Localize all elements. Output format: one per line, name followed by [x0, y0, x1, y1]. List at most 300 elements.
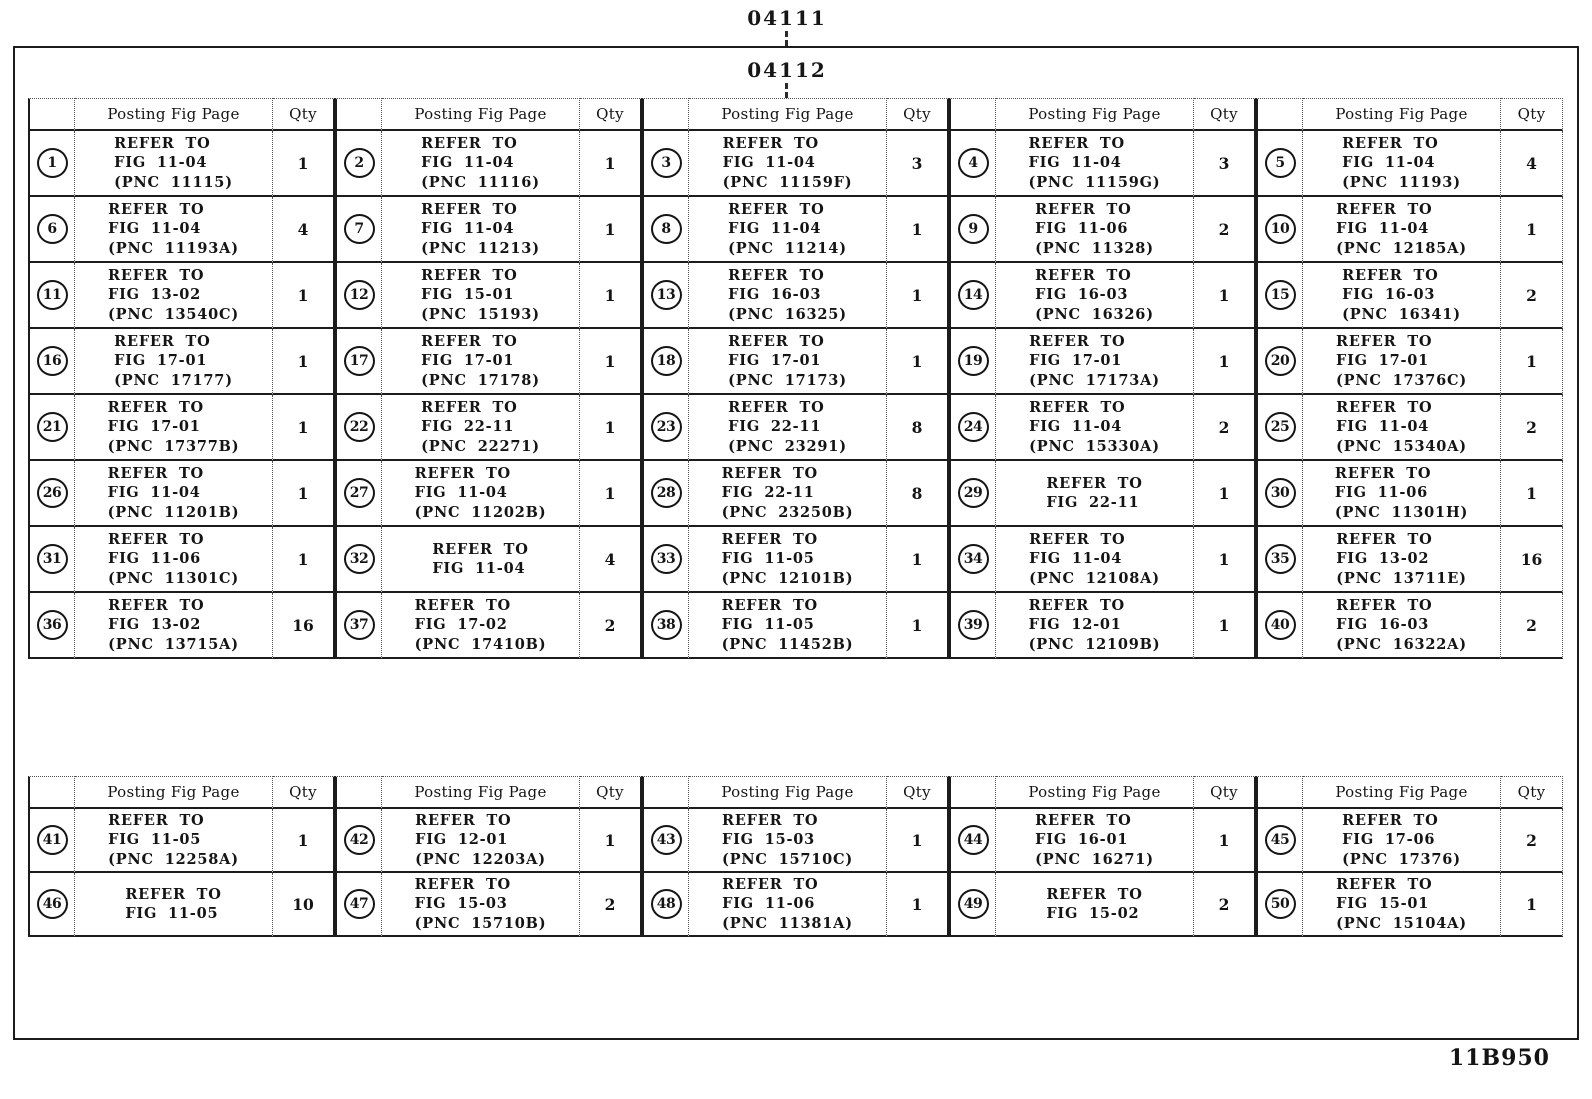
posting-fig-text — [1029, 134, 1161, 193]
item-number-cell — [335, 593, 382, 659]
refer-to-label: REFER TO — [728, 332, 825, 350]
item-number-badge: 23 — [651, 412, 682, 442]
col-header-qty: Qty — [887, 776, 949, 809]
refer-to-label: REFER TO — [721, 464, 818, 482]
item-number-cell — [335, 263, 382, 329]
qty-cell — [273, 461, 335, 527]
qty-value: 2 — [1526, 285, 1537, 305]
pnc-reference: (PNC 15104A) — [1336, 914, 1467, 932]
pnc-reference: (PNC 11116) — [421, 173, 540, 191]
posting-fig-text — [1046, 885, 1142, 924]
refer-to-label: REFER TO — [1335, 332, 1433, 350]
pnc-reference: (PNC 12101B) — [721, 569, 854, 587]
header-spacer-cell — [28, 776, 75, 809]
posting-fig-cell — [75, 593, 273, 659]
item-number-cell — [949, 593, 996, 659]
header-spacer-cell — [949, 776, 996, 809]
item-number-cell — [949, 197, 996, 263]
fig-reference: FIG 11-04 — [421, 154, 515, 172]
qty-value: 1 — [1218, 483, 1230, 503]
fig-reference: FIG 17-01 — [1335, 352, 1430, 370]
qty-cell — [887, 395, 949, 461]
item-number-badge: 19 — [958, 346, 989, 376]
qty-value: 1 — [297, 830, 309, 850]
item-number-cell — [335, 329, 382, 395]
item-number-cell — [28, 873, 75, 937]
qty-cell — [887, 197, 949, 263]
posting-fig-cell — [689, 527, 887, 593]
outer-code-pointer-line — [785, 31, 788, 46]
pnc-reference: (PNC 13540C) — [107, 305, 240, 323]
fig-reference: FIG 13-02 — [1336, 550, 1430, 568]
col-header-posting-fig-page: Posting Fig Page — [75, 98, 273, 131]
qty-cell — [580, 329, 642, 395]
qty-value: 1 — [911, 830, 923, 850]
posting-fig-cell — [382, 809, 580, 873]
qty-cell — [1194, 329, 1256, 395]
pnc-reference: (PNC 17376) — [1342, 850, 1461, 868]
pnc-reference: (PNC 11201B) — [107, 503, 240, 521]
qty-value: 1 — [297, 351, 309, 371]
refer-to-label: REFER TO — [421, 266, 518, 284]
item-number-badge: 13 — [651, 280, 682, 310]
qty-value: 3 — [911, 153, 923, 173]
qty-cell — [580, 593, 642, 659]
fig-reference: FIG 17-01 — [1029, 352, 1123, 370]
posting-fig-text — [728, 398, 847, 457]
fig-reference: FIG 17-06 — [1342, 831, 1436, 849]
posting-fig-text — [1342, 134, 1461, 193]
item-number-cell — [28, 197, 75, 263]
col-header-qty: Qty — [273, 98, 335, 131]
posting-fig-text — [1342, 266, 1461, 325]
col-header-posting-fig-page: Posting Fig Page — [996, 776, 1194, 809]
fig-reference: FIG 11-04 — [432, 560, 526, 577]
item-number-badge: 15 — [1265, 280, 1296, 310]
refer-to-label: REFER TO — [421, 200, 518, 218]
pnc-reference: (PNC 15710B) — [414, 914, 547, 932]
item-number-cell — [642, 527, 689, 593]
pnc-reference: (PNC 11301H) — [1334, 503, 1469, 521]
qty-value: 1 — [604, 417, 616, 437]
qty-value: 2 — [604, 615, 616, 635]
refer-to-label: REFER TO — [1035, 266, 1132, 284]
item-number-badge: 47 — [344, 889, 375, 919]
posting-fig-cell — [75, 395, 273, 461]
refer-to-label: REFER TO — [107, 266, 205, 284]
qty-cell — [1194, 197, 1256, 263]
fig-reference: FIG 11-04 — [1028, 154, 1122, 172]
qty-value: 1 — [604, 483, 616, 503]
fig-reference: FIG 13-02 — [107, 286, 202, 304]
posting-fig-cell — [382, 329, 580, 395]
item-number-badge: 25 — [1265, 412, 1296, 442]
refer-to-label: REFER TO — [1342, 266, 1439, 284]
pnc-reference: (PNC 12185A) — [1336, 239, 1467, 257]
item-number-badge: 40 — [1265, 610, 1296, 640]
item-number-cell — [28, 461, 75, 527]
pnc-reference: (PNC 15193) — [421, 305, 540, 323]
qty-value: 1 — [911, 285, 923, 305]
pnc-reference: (PNC 17173) — [728, 371, 847, 389]
qty-cell — [887, 461, 949, 527]
pnc-reference: (PNC 16341) — [1342, 305, 1461, 323]
fig-reference: FIG 12-01 — [415, 831, 509, 849]
posting-fig-text — [415, 875, 547, 934]
pnc-reference: (PNC 11115) — [114, 173, 233, 191]
item-number-badge: 5 — [1265, 148, 1296, 178]
posting-fig-text — [421, 134, 540, 193]
col-header-qty: Qty — [1194, 776, 1256, 809]
qty-cell — [273, 395, 335, 461]
item-number-badge: 30 — [1265, 478, 1296, 508]
qty-cell — [887, 329, 949, 395]
posting-fig-cell — [996, 263, 1194, 329]
posting-fig-text — [415, 811, 546, 870]
item-number-cell — [642, 395, 689, 461]
reference-table-1 — [28, 98, 1563, 659]
posting-fig-text — [421, 266, 540, 325]
qty-value: 4 — [604, 549, 616, 569]
fig-reference: FIG 17-01 — [114, 352, 208, 370]
posting-fig-cell — [382, 873, 580, 937]
qty-cell — [1194, 593, 1256, 659]
qty-value: 1 — [297, 417, 309, 437]
item-number-badge: 49 — [958, 889, 989, 919]
qty-value: 1 — [911, 549, 923, 569]
item-number-cell — [1256, 593, 1303, 659]
posting-fig-text — [1336, 596, 1467, 655]
qty-value: 3 — [1218, 153, 1230, 173]
qty-cell — [273, 593, 335, 659]
refer-to-label: REFER TO — [1342, 811, 1439, 829]
posting-fig-text — [421, 200, 540, 259]
refer-to-label: REFER TO — [414, 464, 511, 482]
pnc-reference: (PNC 11193A) — [108, 239, 239, 257]
posting-fig-cell — [689, 395, 887, 461]
qty-cell — [273, 329, 335, 395]
fig-reference: FIG 15-03 — [414, 895, 508, 913]
item-number-badge: 26 — [37, 478, 68, 508]
item-number-badge: 37 — [344, 610, 375, 640]
item-number-badge: 27 — [344, 478, 375, 508]
posting-fig-cell — [689, 263, 887, 329]
pnc-reference: (PNC 11159G) — [1028, 173, 1161, 191]
header-spacer-cell — [1256, 776, 1303, 809]
posting-fig-cell — [1303, 263, 1501, 329]
fig-reference: FIG 17-01 — [421, 352, 515, 370]
refer-to-label: REFER TO — [721, 811, 819, 829]
pnc-reference: (PNC 15340A) — [1336, 437, 1467, 455]
item-number-badge: 22 — [344, 412, 375, 442]
fig-reference: FIG 11-05 — [721, 616, 815, 634]
refer-to-label: REFER TO — [108, 200, 205, 218]
refer-to-label: REFER TO — [1336, 530, 1433, 548]
posting-fig-text — [723, 134, 853, 193]
pnc-reference: (PNC 11214) — [728, 239, 847, 257]
fig-reference: FIG 17-01 — [107, 418, 201, 436]
posting-fig-text — [722, 811, 853, 870]
posting-fig-cell — [1303, 873, 1501, 937]
item-number-badge: 8 — [651, 214, 682, 244]
fig-reference: FIG 11-04 — [114, 154, 208, 172]
posting-fig-cell — [1303, 131, 1501, 197]
qty-cell — [887, 263, 949, 329]
item-number-cell — [642, 873, 689, 937]
pnc-reference: (PNC 17376C) — [1335, 371, 1468, 389]
refer-to-label: REFER TO — [1342, 134, 1439, 152]
qty-cell — [1501, 527, 1563, 593]
posting-fig-cell — [382, 263, 580, 329]
item-number-cell — [949, 395, 996, 461]
refer-to-label: REFER TO — [728, 398, 825, 416]
outer-part-code: 04111 — [747, 6, 827, 30]
posting-fig-cell — [689, 873, 887, 937]
refer-to-label: REFER TO — [108, 811, 205, 829]
qty-value: 16 — [292, 615, 314, 635]
item-number-cell — [1256, 329, 1303, 395]
qty-cell — [1501, 263, 1563, 329]
posting-fig-cell — [689, 197, 887, 263]
qty-value: 2 — [1526, 615, 1537, 635]
qty-cell — [580, 263, 642, 329]
pnc-reference: (PNC 11328) — [1035, 239, 1154, 257]
inner-part-code: 04112 — [747, 58, 827, 82]
item-number-cell — [642, 809, 689, 873]
qty-value: 16 — [1520, 549, 1543, 569]
fig-reference: FIG 11-06 — [107, 550, 202, 568]
fig-reference: FIG 16-03 — [1342, 286, 1436, 304]
qty-cell — [273, 809, 335, 873]
qty-value: 1 — [604, 830, 616, 850]
refer-to-label: REFER TO — [415, 811, 512, 829]
item-number-badge: 18 — [651, 346, 682, 376]
header-spacer-cell — [642, 776, 689, 809]
col-header-qty: Qty — [273, 776, 335, 809]
qty-cell — [1194, 395, 1256, 461]
qty-cell — [273, 197, 335, 263]
qty-cell — [580, 197, 642, 263]
posting-fig-text — [421, 332, 540, 391]
posting-fig-text — [108, 530, 239, 589]
posting-fig-text — [1342, 811, 1461, 870]
item-number-badge: 21 — [37, 412, 68, 442]
item-number-cell — [335, 131, 382, 197]
qty-cell — [887, 131, 949, 197]
item-number-badge: 10 — [1265, 214, 1296, 244]
pnc-reference: (PNC 11381A) — [722, 914, 853, 932]
qty-cell — [580, 873, 642, 937]
item-number-cell — [642, 329, 689, 395]
qty-cell — [273, 131, 335, 197]
item-number-badge: 34 — [958, 544, 989, 574]
refer-to-label: REFER TO — [107, 530, 205, 548]
qty-cell — [887, 809, 949, 873]
posting-fig-cell — [996, 873, 1194, 937]
item-number-cell — [28, 131, 75, 197]
fig-reference: FIG 16-01 — [1035, 831, 1129, 849]
qty-cell — [273, 527, 335, 593]
qty-value: 8 — [911, 417, 923, 437]
refer-to-label: REFER TO — [1028, 134, 1125, 152]
fig-reference: FIG 11-05 — [108, 831, 202, 849]
qty-cell — [887, 873, 949, 937]
qty-value: 1 — [911, 351, 923, 371]
posting-fig-text — [1046, 474, 1142, 513]
refer-to-label: REFER TO — [722, 875, 819, 893]
refer-to-label: REFER TO — [728, 200, 825, 218]
qty-cell — [1194, 131, 1256, 197]
qty-value: 1 — [911, 615, 923, 635]
fig-reference: FIG 11-04 — [1029, 418, 1123, 436]
posting-fig-cell — [382, 527, 580, 593]
posting-fig-text — [114, 134, 233, 193]
item-number-badge: 50 — [1265, 889, 1296, 919]
qty-value: 2 — [1218, 219, 1230, 239]
posting-fig-text — [108, 464, 240, 523]
fig-reference: FIG 11-06 — [722, 895, 816, 913]
qty-value: 1 — [297, 549, 309, 569]
refer-to-label: REFER TO — [1336, 875, 1433, 893]
item-number-badge: 48 — [651, 889, 682, 919]
fig-reference: FIG 15-01 — [1336, 895, 1430, 913]
fig-reference: FIG 11-04 — [1029, 550, 1123, 568]
posting-fig-text — [728, 200, 847, 259]
item-number-badge: 14 — [958, 280, 989, 310]
posting-fig-cell — [1303, 809, 1501, 873]
fig-reference: FIG 11-04 — [1336, 220, 1430, 238]
refer-to-label: REFER TO — [1046, 474, 1143, 492]
qty-value: 1 — [1218, 830, 1230, 850]
posting-fig-text — [108, 266, 239, 325]
pnc-reference: (PNC 13715A) — [108, 635, 239, 653]
item-number-cell — [335, 527, 382, 593]
fig-reference: FIG 11-05 — [125, 905, 219, 922]
item-number-badge: 20 — [1265, 346, 1296, 376]
item-number-cell — [335, 873, 382, 937]
posting-fig-text — [722, 875, 853, 934]
pnc-reference: (PNC 11452B) — [721, 635, 854, 653]
qty-cell — [1194, 263, 1256, 329]
item-number-badge: 46 — [37, 889, 68, 919]
item-number-cell — [28, 395, 75, 461]
fig-reference: FIG 17-02 — [414, 616, 508, 634]
refer-to-label: REFER TO — [107, 464, 204, 482]
pnc-reference: (PNC 16325) — [728, 305, 847, 323]
posting-fig-text — [1029, 332, 1160, 391]
qty-value: 1 — [604, 285, 616, 305]
item-number-cell — [949, 329, 996, 395]
posting-fig-text — [728, 266, 847, 325]
posting-fig-cell — [1303, 395, 1501, 461]
fig-reference: FIG 11-04 — [107, 484, 201, 502]
fig-reference: FIG 11-04 — [421, 220, 515, 238]
refer-to-label: REFER TO — [421, 332, 518, 350]
item-number-badge: 32 — [344, 544, 375, 574]
qty-value: 10 — [292, 894, 314, 914]
qty-value: 1 — [911, 219, 923, 239]
qty-value: 2 — [604, 894, 616, 914]
refer-to-label: REFER TO — [421, 134, 518, 152]
fig-reference: FIG 11-04 — [728, 220, 822, 238]
item-number-badge: 7 — [344, 214, 375, 244]
item-number-badge: 39 — [958, 610, 989, 640]
refer-to-label: REFER TO — [107, 398, 204, 416]
qty-value: 1 — [297, 153, 309, 173]
pnc-reference: (PNC 12258A) — [108, 850, 239, 868]
qty-value: 1 — [604, 351, 616, 371]
qty-cell — [1501, 809, 1563, 873]
fig-reference: FIG 15-01 — [421, 286, 515, 304]
item-number-badge: 29 — [958, 478, 989, 508]
fig-reference: FIG 22-11 — [721, 484, 815, 502]
posting-fig-cell — [75, 809, 273, 873]
qty-cell — [887, 593, 949, 659]
item-number-cell — [28, 527, 75, 593]
fig-reference: FIG 11-05 — [721, 550, 815, 568]
item-number-cell — [335, 809, 382, 873]
posting-fig-text — [415, 596, 547, 655]
posting-fig-cell — [996, 527, 1194, 593]
col-header-posting-fig-page: Posting Fig Page — [689, 776, 887, 809]
col-header-qty: Qty — [580, 776, 642, 809]
posting-fig-text — [108, 398, 240, 457]
pnc-reference: (PNC 13711E) — [1336, 569, 1467, 587]
item-number-badge: 11 — [37, 280, 68, 310]
posting-fig-text — [114, 332, 233, 391]
item-number-cell — [1256, 131, 1303, 197]
fig-reference: FIG 11-04 — [414, 484, 508, 502]
pnc-reference: (PNC 15330A) — [1029, 437, 1160, 455]
item-number-cell — [1256, 395, 1303, 461]
fig-reference: FIG 16-03 — [728, 286, 822, 304]
item-number-badge: 45 — [1265, 825, 1296, 855]
col-header-posting-fig-page: Posting Fig Page — [1303, 98, 1501, 131]
col-header-posting-fig-page: Posting Fig Page — [996, 98, 1194, 131]
posting-fig-text — [108, 200, 239, 259]
pnc-reference: (PNC 11213) — [421, 239, 540, 257]
item-number-cell — [28, 809, 75, 873]
refer-to-label: REFER TO — [1336, 398, 1433, 416]
posting-fig-cell — [689, 461, 887, 527]
col-header-posting-fig-page: Posting Fig Page — [382, 776, 580, 809]
posting-fig-text — [432, 540, 528, 579]
posting-fig-text — [1035, 266, 1154, 325]
posting-fig-text — [1029, 398, 1160, 457]
fig-reference: FIG 11-04 — [722, 154, 816, 172]
item-number-cell — [1256, 873, 1303, 937]
item-number-cell — [28, 329, 75, 395]
qty-cell — [580, 131, 642, 197]
posting-fig-cell — [1303, 527, 1501, 593]
qty-value: 1 — [1218, 615, 1230, 635]
item-number-cell — [1256, 461, 1303, 527]
posting-fig-cell — [689, 329, 887, 395]
posting-fig-cell — [75, 527, 273, 593]
item-number-badge: 24 — [958, 412, 989, 442]
qty-value: 1 — [604, 153, 616, 173]
item-number-cell — [1256, 809, 1303, 873]
qty-value: 1 — [1526, 219, 1537, 239]
posting-fig-text — [1336, 398, 1467, 457]
item-number-cell — [642, 263, 689, 329]
posting-fig-text — [1029, 596, 1161, 655]
qty-value: 1 — [1218, 351, 1230, 371]
qty-value: 1 — [1218, 285, 1230, 305]
qty-cell — [1501, 131, 1563, 197]
refer-to-label: REFER TO — [125, 885, 222, 903]
item-number-badge: 44 — [958, 825, 989, 855]
